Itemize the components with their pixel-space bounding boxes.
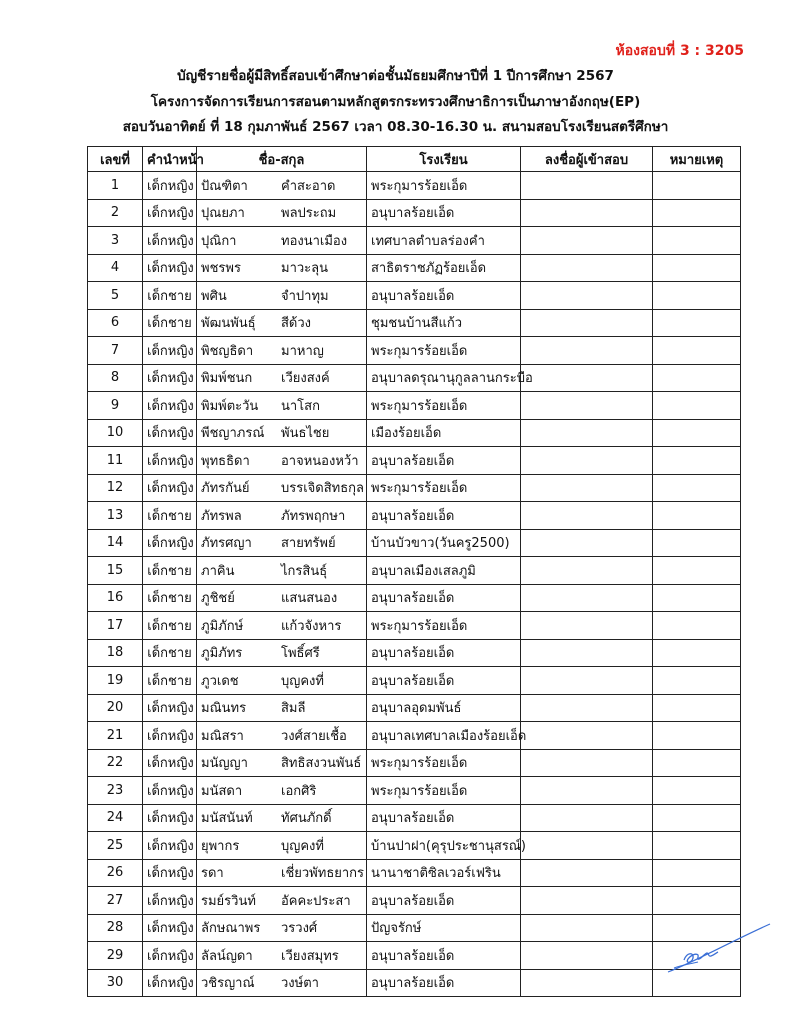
row-prefix: เด็กหญิง	[143, 887, 197, 915]
row-first-name: ลักษณาพร	[201, 921, 261, 937]
row-remark-cell	[653, 364, 741, 392]
row-first-name: ภูชิชย์	[201, 591, 235, 607]
row-first-name: พชรพร	[201, 261, 241, 277]
row-prefix: เด็กชาย	[143, 502, 197, 530]
row-number: 14	[88, 529, 143, 557]
row-fullname	[197, 887, 367, 915]
row-remark-cell	[653, 777, 741, 805]
row-last-name: สายทรัพย์	[281, 536, 336, 552]
row-school: พระกุมารร้อยเอ็ด	[367, 172, 521, 200]
row-first-name: มณินทร	[201, 701, 247, 717]
row-prefix: เด็กหญิง	[143, 254, 197, 282]
row-number: 18	[88, 639, 143, 667]
row-fullname	[197, 172, 367, 200]
row-last-name: สิทธิสงวนพันธ์	[281, 756, 362, 772]
row-number: 5	[88, 282, 143, 310]
row-school: พระกุมารร้อยเอ็ด	[367, 749, 521, 777]
table-row	[88, 392, 741, 420]
row-remark-cell	[653, 804, 741, 832]
row-fullname	[197, 722, 367, 750]
row-school: อนุบาลร้อยเอ็ด	[367, 667, 521, 695]
row-remark-cell	[653, 419, 741, 447]
row-number: 3	[88, 227, 143, 255]
row-signature-cell	[521, 392, 653, 420]
table-row	[88, 942, 741, 970]
row-last-name: ไกรสินธุ์	[281, 563, 328, 579]
table-row	[88, 557, 741, 585]
row-remark-cell	[653, 309, 741, 337]
row-first-name: ปุณิกา	[201, 233, 237, 249]
row-remark-cell	[653, 392, 741, 420]
row-remark-cell	[653, 502, 741, 530]
row-number: 21	[88, 722, 143, 750]
row-fullname	[197, 309, 367, 337]
row-fullname	[197, 392, 367, 420]
row-first-name: พุทธธิดา	[201, 453, 250, 469]
row-fullname	[197, 694, 367, 722]
table-row	[88, 227, 741, 255]
row-last-name: บุญคงที่	[281, 838, 324, 854]
row-first-name: ยุพากร	[201, 838, 240, 854]
row-fullname	[197, 227, 367, 255]
table-row	[88, 914, 741, 942]
row-remark-cell	[653, 694, 741, 722]
row-number: 9	[88, 392, 143, 420]
row-first-name: พิชญธิดา	[201, 343, 254, 359]
row-fullname	[197, 419, 367, 447]
row-prefix: เด็กหญิง	[143, 529, 197, 557]
row-last-name: วงษ์ตา	[281, 976, 319, 992]
row-fullname	[197, 777, 367, 805]
row-prefix: เด็กหญิง	[143, 364, 197, 392]
row-school: อนุบาลเมืองเสลภูมิ	[367, 557, 521, 585]
table-row	[88, 419, 741, 447]
column-header-no: เลขที่	[88, 147, 143, 172]
table-header-row	[88, 147, 741, 172]
row-number: 27	[88, 887, 143, 915]
row-last-name: พลประถม	[281, 206, 337, 222]
row-first-name: ภัทรศญา	[201, 536, 252, 552]
row-school: พระกุมารร้อยเอ็ด	[367, 612, 521, 640]
row-signature-cell	[521, 722, 653, 750]
row-number: 30	[88, 969, 143, 997]
row-remark-cell	[653, 529, 741, 557]
row-signature-cell	[521, 859, 653, 887]
column-header-name: ชื่อ-สกุล	[197, 147, 367, 172]
row-prefix: เด็กชาย	[143, 282, 197, 310]
row-last-name: เอกศิริ	[281, 783, 317, 799]
row-prefix: เด็กหญิง	[143, 419, 197, 447]
row-number: 11	[88, 447, 143, 475]
row-last-name: บุญคงที่	[281, 673, 324, 689]
row-last-name: อัคคะประสา	[281, 893, 351, 909]
row-first-name: ภูวเดช	[201, 673, 239, 689]
row-school: บ้านปาฝา(คุรุประชานุสรณ์)	[367, 832, 521, 860]
row-prefix: เด็กหญิง	[143, 227, 197, 255]
exam-date-line: สอบวันอาทิตย์ ที่ 18 กุมภาพันธ์ 2567 เวลา 08.30-16.30 น. สนามสอบโรงเรียนสตรีศึกษา	[122, 119, 669, 135]
row-remark-cell	[653, 557, 741, 585]
row-fullname	[197, 859, 367, 887]
row-last-name: ทัศนภักดิ์	[281, 811, 332, 827]
table-row	[88, 749, 741, 777]
column-header-remark: หมายเหตุ	[653, 147, 741, 172]
row-prefix: เด็กหญิง	[143, 804, 197, 832]
row-last-name: โพธิ์ศรี	[281, 646, 320, 662]
row-prefix: เด็กชาย	[143, 612, 197, 640]
row-signature-cell	[521, 914, 653, 942]
row-first-name: รมย์รวินท์	[201, 893, 256, 909]
table-row	[88, 364, 741, 392]
row-number: 29	[88, 942, 143, 970]
table-row	[88, 694, 741, 722]
row-number: 10	[88, 419, 143, 447]
row-number: 19	[88, 667, 143, 695]
row-fullname	[197, 337, 367, 365]
row-number: 15	[88, 557, 143, 585]
exam-room-label: ห้องสอบที่ 3 : 3205	[615, 43, 744, 59]
table-row	[88, 199, 741, 227]
row-fullname	[197, 199, 367, 227]
row-number: 4	[88, 254, 143, 282]
row-prefix: เด็กชาย	[143, 667, 197, 695]
row-school: อนุบาลร้อยเอ็ด	[367, 447, 521, 475]
row-school: อนุบาลร้อยเอ็ด	[367, 282, 521, 310]
row-prefix: เด็กชาย	[143, 557, 197, 585]
row-signature-cell	[521, 227, 653, 255]
row-fullname	[197, 282, 367, 310]
row-last-name: แก้วจังหาร	[281, 618, 342, 634]
row-number: 6	[88, 309, 143, 337]
row-prefix: เด็กหญิง	[143, 832, 197, 860]
row-number: 25	[88, 832, 143, 860]
row-signature-cell	[521, 584, 653, 612]
row-number: 16	[88, 584, 143, 612]
row-last-name: มาวะลุน	[281, 261, 329, 277]
row-signature-cell	[521, 254, 653, 282]
row-last-name: สิมลี	[281, 701, 306, 717]
column-header-prefix: คำนำหน้า	[143, 147, 197, 172]
row-signature-cell	[521, 419, 653, 447]
row-number: 20	[88, 694, 143, 722]
row-signature-cell	[521, 667, 653, 695]
row-number: 22	[88, 749, 143, 777]
row-fullname	[197, 804, 367, 832]
row-signature-cell	[521, 612, 653, 640]
row-number: 28	[88, 914, 143, 942]
row-school: อนุบาลร้อยเอ็ด	[367, 969, 521, 997]
table-row	[88, 612, 741, 640]
table-row	[88, 859, 741, 887]
row-prefix: เด็กชาย	[143, 584, 197, 612]
row-first-name: ภัทรกันย์	[201, 481, 250, 497]
row-school: ปัญจรักษ์	[367, 914, 521, 942]
row-last-name: พันธไชย	[281, 426, 330, 442]
row-school: ชุมชนบ้านสีแก้ว	[367, 309, 521, 337]
row-signature-cell	[521, 777, 653, 805]
row-last-name: เชี่ยวพัทธยากร	[281, 866, 365, 882]
row-number: 12	[88, 474, 143, 502]
row-signature-cell	[521, 557, 653, 585]
row-last-name: สีด้วง	[281, 316, 312, 332]
row-fullname	[197, 254, 367, 282]
row-number: 2	[88, 199, 143, 227]
row-fullname	[197, 364, 367, 392]
row-last-name: แสนสนอง	[281, 591, 338, 607]
row-first-name: ลัลน์ญดา	[201, 948, 253, 964]
row-prefix: เด็กหญิง	[143, 694, 197, 722]
row-last-name: เวียงสงค์	[281, 371, 330, 387]
row-school: อนุบาลดรุณานุกูลลานกระบือ	[367, 364, 521, 392]
row-school: อนุบาลร้อยเอ็ด	[367, 199, 521, 227]
row-prefix: เด็กหญิง	[143, 172, 197, 200]
row-first-name: พิมพ์ชนก	[201, 371, 253, 387]
row-fullname	[197, 584, 367, 612]
row-prefix: เด็กหญิง	[143, 199, 197, 227]
table-row	[88, 777, 741, 805]
row-first-name: ภาคิน	[201, 563, 235, 579]
row-signature-cell	[521, 749, 653, 777]
row-school: อนุบาลร้อยเอ็ด	[367, 584, 521, 612]
row-school: อนุบาลเทศบาลเมืองร้อยเอ็ด	[367, 722, 521, 750]
row-remark-cell	[653, 337, 741, 365]
row-signature-cell	[521, 529, 653, 557]
row-last-name: นาโสก	[281, 398, 320, 414]
row-school: อนุบาลร้อยเอ็ด	[367, 942, 521, 970]
row-remark-cell	[653, 749, 741, 777]
row-remark-cell	[653, 639, 741, 667]
row-first-name: พิมพ์ตะวัน	[201, 398, 259, 414]
row-first-name: มนัสนันท์	[201, 811, 253, 827]
row-signature-cell	[521, 694, 653, 722]
row-last-name: บรรเจิดสิทธกุล	[281, 481, 364, 497]
row-fullname	[197, 447, 367, 475]
row-signature-cell	[521, 474, 653, 502]
row-signature-cell	[521, 502, 653, 530]
row-first-name: วชิรญาณ์	[201, 976, 255, 992]
row-prefix: เด็กหญิง	[143, 337, 197, 365]
handwritten-signature	[664, 918, 774, 978]
row-prefix: เด็กหญิง	[143, 942, 197, 970]
row-fullname	[197, 942, 367, 970]
row-prefix: เด็กหญิง	[143, 969, 197, 997]
row-signature-cell	[521, 887, 653, 915]
row-fullname	[197, 612, 367, 640]
row-first-name: ภัทรพล	[201, 508, 242, 524]
row-school: อนุบาลร้อยเอ็ด	[367, 502, 521, 530]
row-signature-cell	[521, 199, 653, 227]
row-school: พระกุมารร้อยเอ็ด	[367, 392, 521, 420]
row-remark-cell	[653, 282, 741, 310]
row-last-name: คำสะอาด	[281, 178, 336, 194]
row-signature-cell	[521, 639, 653, 667]
row-last-name: วรวงศ์	[281, 921, 318, 937]
row-first-name: พีชญาภรณ์	[201, 426, 265, 442]
row-last-name: ทองนาเมือง	[281, 233, 348, 249]
table-row	[88, 309, 741, 337]
row-last-name: ภัทรพฤกษา	[281, 508, 346, 524]
row-school: อนุบาลร้อยเอ็ด	[367, 804, 521, 832]
row-prefix: เด็กชาย	[143, 639, 197, 667]
row-first-name: รดา	[201, 866, 224, 882]
row-signature-cell	[521, 942, 653, 970]
row-first-name: มนัญญา	[201, 756, 248, 772]
document-title-block	[0, 64, 791, 141]
row-fullname	[197, 639, 367, 667]
table-row	[88, 584, 741, 612]
row-first-name: ภูมิภัทร	[201, 646, 243, 662]
row-prefix: เด็กหญิง	[143, 777, 197, 805]
row-signature-cell	[521, 172, 653, 200]
table-row	[88, 667, 741, 695]
table-row	[88, 282, 741, 310]
table-row	[88, 474, 741, 502]
row-remark-cell	[653, 887, 741, 915]
row-fullname	[197, 749, 367, 777]
column-header-signature: ลงชื่อผู้เข้าสอบ	[521, 147, 653, 172]
table-row	[88, 447, 741, 475]
table-body	[88, 172, 741, 997]
row-signature-cell	[521, 364, 653, 392]
table-row	[88, 969, 741, 997]
table-row	[88, 722, 741, 750]
row-school: พระกุมารร้อยเอ็ด	[367, 337, 521, 365]
row-number: 26	[88, 859, 143, 887]
row-first-name: ปัณฑิตา	[201, 178, 248, 194]
row-fullname	[197, 474, 367, 502]
row-signature-cell	[521, 804, 653, 832]
row-number: 13	[88, 502, 143, 530]
row-fullname	[197, 502, 367, 530]
table-row	[88, 529, 741, 557]
row-prefix: เด็กหญิง	[143, 392, 197, 420]
row-number: 8	[88, 364, 143, 392]
row-last-name: อาจหนองหว้า	[281, 453, 359, 469]
row-prefix: เด็กชาย	[143, 309, 197, 337]
row-school: พระกุมารร้อยเอ็ด	[367, 474, 521, 502]
row-prefix: เด็กหญิง	[143, 749, 197, 777]
row-first-name: พศิน	[201, 288, 227, 304]
row-prefix: เด็กหญิง	[143, 914, 197, 942]
row-last-name: มาหาญ	[281, 343, 324, 359]
row-signature-cell	[521, 447, 653, 475]
row-school: นานาชาติซิลเวอร์เฟริน	[367, 859, 521, 887]
row-remark-cell	[653, 474, 741, 502]
row-prefix: เด็กหญิง	[143, 474, 197, 502]
candidate-table	[87, 146, 741, 997]
row-remark-cell	[653, 447, 741, 475]
row-last-name: เวียงสมุทร	[281, 948, 339, 964]
row-school: เมืองร้อยเอ็ด	[367, 419, 521, 447]
row-prefix: เด็กหญิง	[143, 859, 197, 887]
row-last-name: จำปาทุม	[281, 288, 329, 304]
row-number: 24	[88, 804, 143, 832]
table-row	[88, 804, 741, 832]
row-signature-cell	[521, 309, 653, 337]
row-first-name: ปุณยภา	[201, 206, 245, 222]
row-signature-cell	[521, 969, 653, 997]
row-fullname	[197, 667, 367, 695]
row-school: อนุบาลร้อยเอ็ด	[367, 887, 521, 915]
row-remark-cell	[653, 199, 741, 227]
row-number: 23	[88, 777, 143, 805]
row-first-name: ภูมิภักษ์	[201, 618, 244, 634]
row-remark-cell	[653, 254, 741, 282]
row-school: อนุบาลร้อยเอ็ด	[367, 639, 521, 667]
row-signature-cell	[521, 337, 653, 365]
row-signature-cell	[521, 832, 653, 860]
table-row	[88, 887, 741, 915]
row-signature-cell	[521, 282, 653, 310]
row-number: 1	[88, 172, 143, 200]
row-fullname	[197, 969, 367, 997]
row-last-name: วงศ์สายเชื้อ	[281, 728, 347, 744]
row-school: อนุบาลอุดมพันธ์	[367, 694, 521, 722]
document-subtitle: โครงการจัดการเรียนการสอนตามหลักสูตรกระทรวงศึกษาธิการเป็นภาษาอังกฤษ(EP)	[150, 93, 641, 110]
row-remark-cell	[653, 722, 741, 750]
table-row	[88, 832, 741, 860]
row-remark-cell	[653, 667, 741, 695]
row-prefix: เด็กหญิง	[143, 447, 197, 475]
row-fullname	[197, 557, 367, 585]
table-row	[88, 502, 741, 530]
row-first-name: มนัสดา	[201, 783, 243, 799]
table-row	[88, 254, 741, 282]
row-remark-cell	[653, 859, 741, 887]
table-row	[88, 172, 741, 200]
row-school: พระกุมารร้อยเอ็ด	[367, 777, 521, 805]
row-remark-cell	[653, 612, 741, 640]
row-school: สาธิตราชภัฏร้อยเอ็ด	[367, 254, 521, 282]
row-number: 17	[88, 612, 143, 640]
document-title: บัญชีรายชื่อผู้มีสิทธิ์สอบเข้าศึกษาต่อชั้นมัธยมศึกษาปีที่ 1 ปีการศึกษา 2567	[177, 68, 614, 84]
row-school: เทศบาลตำบลร่องคำ	[367, 227, 521, 255]
column-header-school: โรงเรียน	[367, 147, 521, 172]
row-fullname	[197, 529, 367, 557]
row-first-name: พัฒนพันธุ์	[201, 316, 256, 332]
table-row	[88, 639, 741, 667]
row-remark-cell	[653, 584, 741, 612]
row-school: บ้านบัวขาว(วันครู2500)	[367, 529, 521, 557]
row-first-name: มณิสรา	[201, 728, 244, 744]
table-row	[88, 337, 741, 365]
row-remark-cell	[653, 172, 741, 200]
row-remark-cell	[653, 832, 741, 860]
row-prefix: เด็กหญิง	[143, 722, 197, 750]
row-remark-cell	[653, 227, 741, 255]
row-fullname	[197, 832, 367, 860]
row-fullname	[197, 914, 367, 942]
row-number: 7	[88, 337, 143, 365]
